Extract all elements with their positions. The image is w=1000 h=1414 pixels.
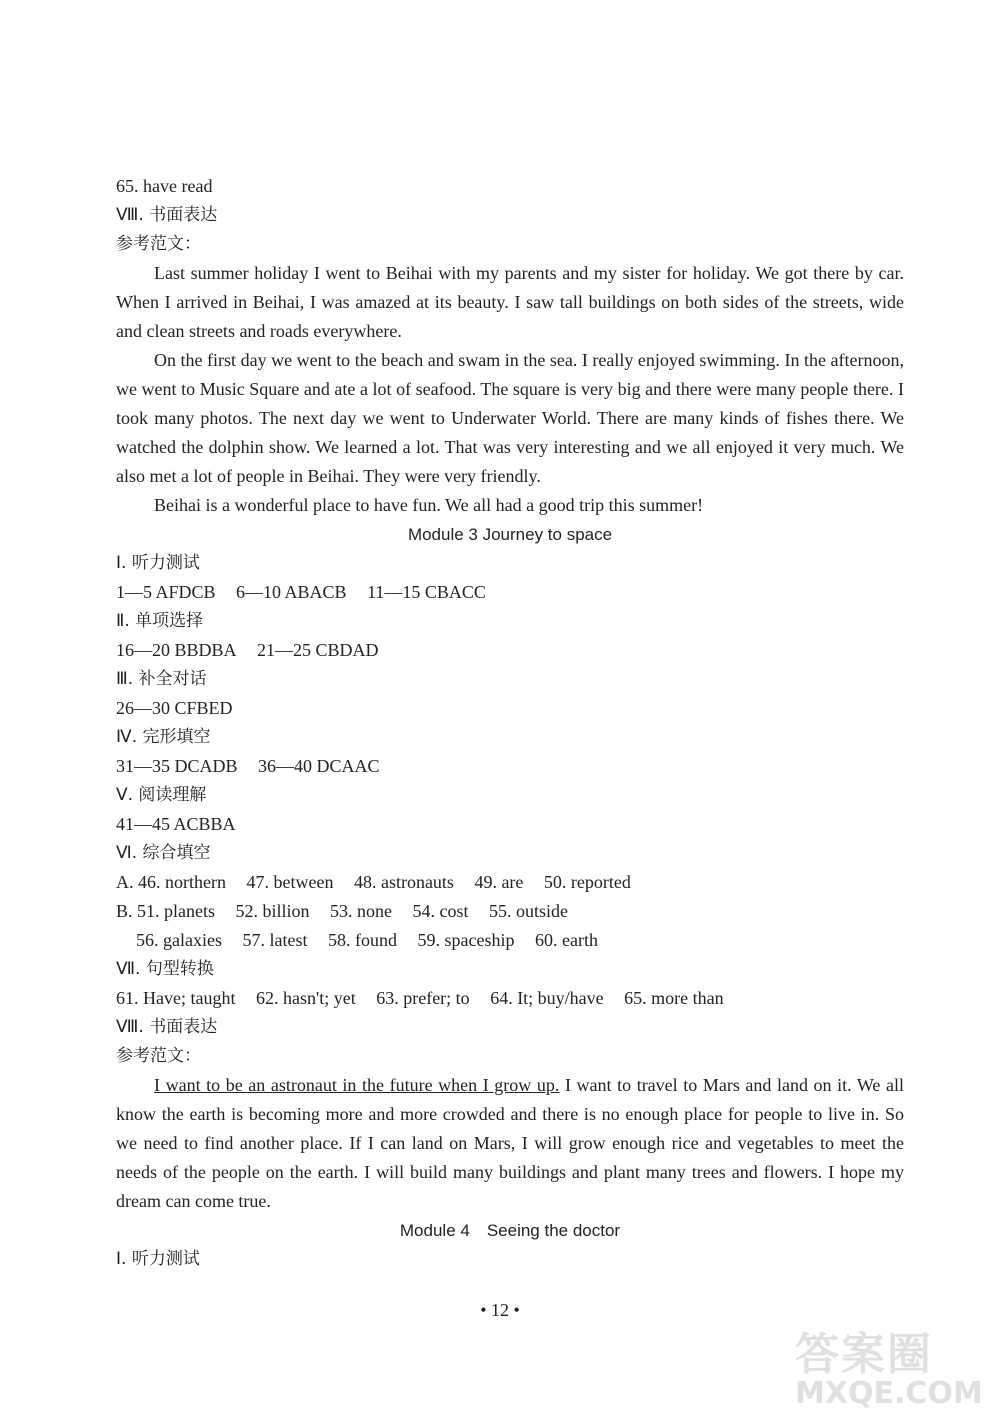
answer-item: 48. astronauts (353, 872, 454, 892)
answer-item: 47. between (246, 872, 334, 892)
section-heading-reading: Ⅴ. 阅读理解 (116, 785, 207, 805)
answer-item: 54. cost (412, 901, 469, 921)
essay-paragraph: Last summer holiday I went to Beihai with my parents and my sister for holiday. We got there by car. When I arrived in Beihai, I was amazed at its beauty. I saw tall buildings on both sides of the streets, wide and clean streets and roads everywhere. (116, 263, 904, 341)
essay-paragraph (116, 1071, 904, 1216)
essay-astronaut (116, 1071, 904, 1216)
answer-group: 21—25 CBDAD (257, 640, 379, 660)
answer-group: 1—5 AFDCB (116, 582, 216, 602)
answer-item: 65. more than (624, 988, 724, 1008)
section-heading-listening: Ⅰ. 听力测试 (116, 553, 200, 573)
answer-item: 53. none (330, 901, 393, 921)
section-heading-cloze: Ⅳ. 完形填空 (116, 727, 211, 747)
answer-item: 57. latest (242, 930, 308, 950)
answer-row (116, 868, 904, 897)
answer-group: 36—40 DCAAC (258, 756, 380, 776)
section-heading-writing: Ⅷ. 书面表达 (116, 205, 218, 225)
watermark-url: MXQE.COM (795, 1376, 983, 1411)
answer-row (116, 578, 904, 607)
answer-item: 61. Have; taught (116, 988, 236, 1008)
answer-group: 6—10 ABACB (236, 582, 347, 602)
answer-item: 58. found (327, 930, 397, 950)
answer-item: 49. are (474, 872, 524, 892)
answer-group: 26—30 CFBED (116, 698, 233, 718)
answer-row (116, 897, 904, 926)
answer-row (116, 984, 904, 1013)
section-heading-transform: Ⅶ. 句型转换 (116, 959, 214, 979)
answer-item: A. 46. northern (116, 872, 226, 892)
answer-group: 31—35 DCADB (116, 756, 238, 776)
answer-key-page (116, 172, 904, 1274)
essay-paragraph: Beihai is a wonderful place to have fun. We all had a good trip this summer! (154, 495, 704, 515)
module-title: Module 4 Seeing the doctor (399, 1221, 621, 1240)
answer-item: B. 51. planets (116, 901, 215, 921)
answer-row (116, 926, 904, 955)
module-title: Module 3 Journey to space (407, 525, 613, 544)
answer-group: 11—15 CBACC (367, 582, 486, 602)
answer-item: 62. hasn't; yet (255, 988, 356, 1008)
answer-item: 55. outside (489, 901, 569, 921)
essay-paragraph: On the first day we went to the beach and swam in the sea. I really enjoyed swimming. In the afternoon, we went to Music Square and ate a lot of seafood. The square is very big and there were many people there. I took many photos. The next day we went to Underwater World. There are many kinds of fishes there. We watched the dolphin show. We learned a lot. That was very interesting and we all enjoyed it very much. We also met a lot of people in Beihai. They were very friendly. (116, 350, 904, 486)
answer-item: 59. spaceship (417, 930, 515, 950)
section-heading-writing: Ⅷ. 书面表达 (116, 1017, 218, 1037)
answer-item: 63. prefer; to (376, 988, 470, 1008)
section-heading-listening: Ⅰ. 听力测试 (116, 1249, 200, 1269)
answer-row (116, 636, 904, 665)
answer-item: 52. billion (235, 901, 310, 921)
page-number: • 12 • (480, 1300, 520, 1320)
answer-row (116, 752, 904, 781)
answer-row (116, 810, 904, 839)
answer-item: 60. earth (534, 930, 598, 950)
answer-item: 64. It; buy/have (490, 988, 604, 1008)
watermark-text: 答案圈 (795, 1329, 933, 1380)
answer-row (116, 694, 904, 723)
section-heading-fill: Ⅵ. 综合填空 (116, 843, 211, 863)
answer-65: 65. have read (116, 176, 213, 196)
essay-beihai (116, 259, 904, 520)
answer-group: 41—45 ACBBA (116, 814, 236, 834)
section-heading-choice: Ⅱ. 单项选择 (116, 611, 204, 631)
watermark-logo (795, 1318, 995, 1411)
answer-item: 50. reported (543, 872, 631, 892)
underlined-topic-sentence: I want to be an astronaut in the future when I grow up. (154, 1075, 560, 1095)
reference-essay-label: 参考范文： (116, 234, 201, 254)
essay-body: I want to travel to Mars and land on it. We all know the earth is becoming more and more crowded and there is no enough place for people to live in. So we need to find another place. If I can land on Mars, I will grow enough rice and vegetables to meet the needs of the people on the earth. I will build many buildings and plant many trees and flowers. I hope my dream can come true. (116, 1075, 904, 1211)
answer-item: 56. galaxies (136, 930, 222, 950)
answer-group: 16—20 BBDBA (116, 640, 237, 660)
section-heading-dialogue: Ⅲ. 补全对话 (116, 669, 207, 689)
reference-essay-label: 参考范文： (116, 1046, 201, 1066)
